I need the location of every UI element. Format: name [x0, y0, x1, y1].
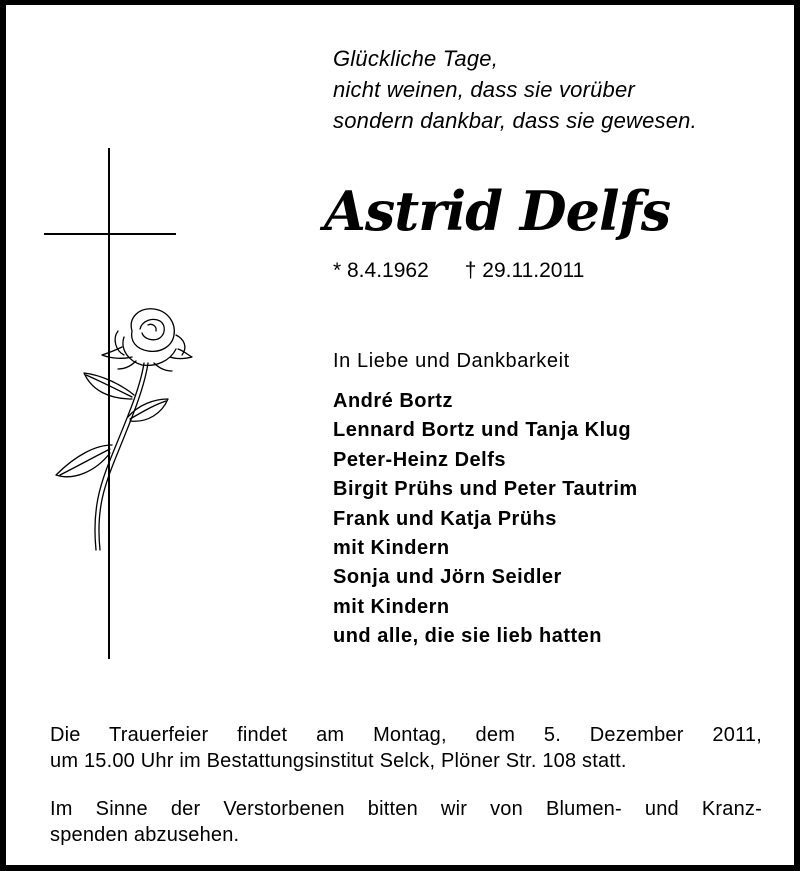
cross-icon-horizontal-bar — [44, 233, 176, 235]
funeral-notice-line: um 15.00 Uhr im Bestattungsinstitut Selck, Plöner Str. 108 statt. — [50, 750, 627, 772]
mourner-name: Sonja und Jörn Seidler — [333, 566, 562, 589]
birth-date: * 8.4.1962 — [333, 259, 429, 282]
poem-line: nicht weinen, dass sie vorüber — [333, 77, 635, 102]
mourner-name: Lennard Bortz und Tanja Klug — [333, 419, 632, 442]
mourners-intro: In Liebe und Dankbarkeit — [333, 350, 570, 372]
death-date: † 29.11.2011 — [464, 259, 585, 282]
mourner-name: Peter-Heinz Delfs — [333, 448, 506, 471]
mourner-name: und alle, die sie lieb hatten — [333, 625, 603, 648]
mourner-name: Birgit Prühs und Peter Tautrim — [333, 478, 638, 501]
mourner-name: André Bortz — [333, 390, 453, 412]
mourner-name: Frank und Katja Prühs — [333, 507, 557, 530]
mourner-name: mit Kindern — [333, 537, 450, 560]
poem — [333, 43, 793, 136]
flowers-notice-line: Im Sinne der Verstorbenen bitten wir von Blumen- und Kranz- — [50, 798, 762, 820]
flowers-notice-line: spenden abzusehen. — [50, 824, 240, 846]
funeral-notice — [50, 722, 762, 774]
funeral-notice-line: Die Trauerfeier findet am Montag, dem 5. Dezember 2011, — [50, 724, 762, 746]
mourner-name: mit Kindern — [333, 595, 450, 618]
flowers-notice — [50, 796, 762, 848]
life-dates — [333, 258, 584, 284]
mourners-list — [333, 387, 638, 652]
poem-line: Glückliche Tage, — [333, 46, 499, 71]
rose-icon — [36, 295, 206, 555]
poem-line: sondern dankbar, dass sie gewesen. — [333, 108, 697, 133]
deceased-name: Astrid Delfs — [324, 179, 671, 243]
